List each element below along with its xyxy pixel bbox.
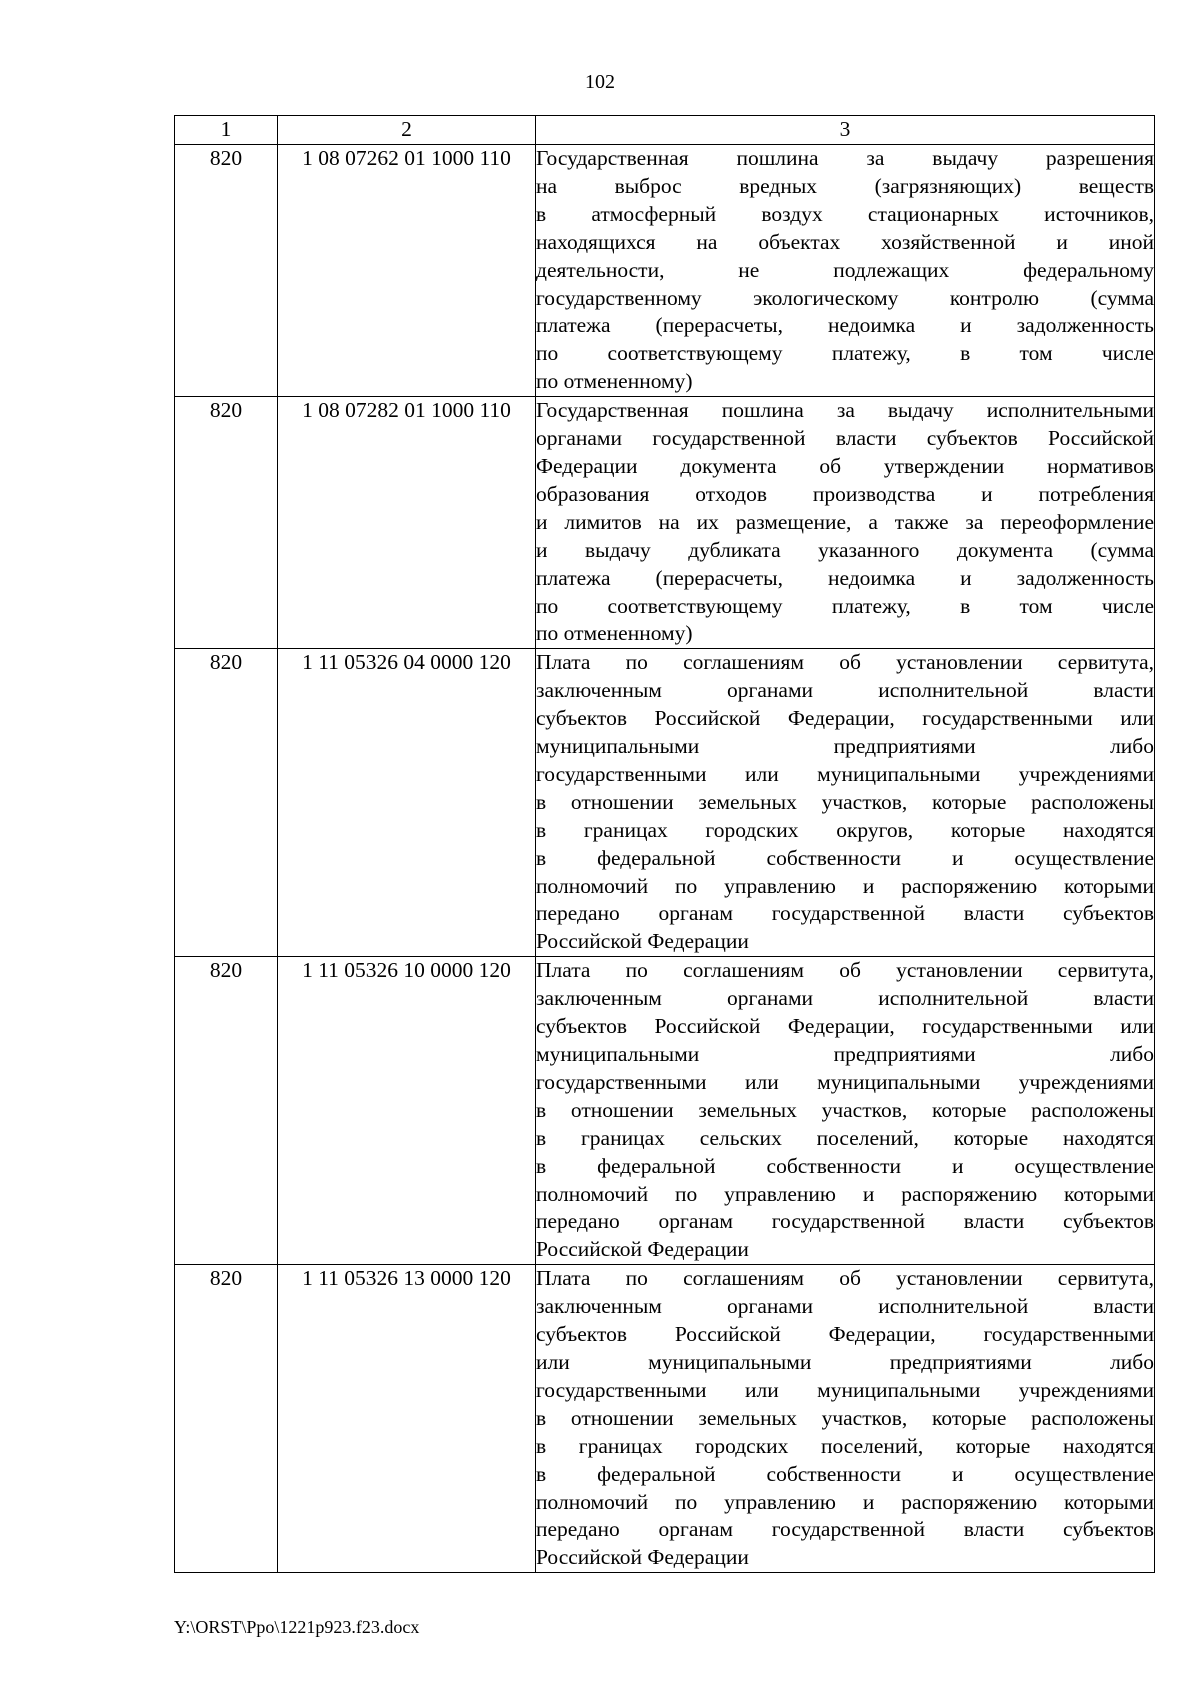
income-description-cell (536, 397, 1155, 649)
description-line: платежа (перерасчеты, недоимка и задолженность (536, 313, 1154, 338)
description-line: по соответствующему платежу, в том числе (536, 593, 1154, 618)
description-line: передано органам государственной власти субъектов (536, 1517, 1154, 1542)
table-body (175, 116, 1155, 1573)
budget-classification-code-cell: 1 11 05326 13 0000 120 (278, 1265, 536, 1573)
budget-classification-code-cell: 1 08 07282 01 1000 110 (278, 397, 536, 649)
description-line: полномочий по управлению и распоряжению которыми (536, 873, 1154, 898)
administrator-code-cell: 820 (175, 649, 278, 957)
description-line: в федеральной собственности и осуществление (536, 845, 1154, 870)
description-line: в границах городских поселений, которые находятся (536, 1433, 1154, 1458)
description-line: в границах сельских поселений, которые находятся (536, 1125, 1154, 1150)
description-line: и лимитов на их размещение, а также за переоформление (536, 509, 1154, 534)
description-line: в границах городских округов, которые находятся (536, 817, 1154, 842)
description-line: органами государственной власти субъектов Российской (536, 426, 1154, 451)
description-line: полномочий по управлению и распоряжению которыми (536, 1181, 1154, 1206)
table-row (175, 145, 1155, 397)
description-line: на выброс вредных (загрязняющих) веществ (536, 173, 1154, 198)
description-line: в федеральной собственности и осуществление (536, 1461, 1154, 1486)
description-line: по соответствующему платежу, в том числе (536, 341, 1154, 366)
income-description-cell (536, 145, 1155, 397)
description-line: передано органам государственной власти субъектов (536, 901, 1154, 926)
column-number-row (175, 116, 1155, 145)
description-line: в федеральной собственности и осуществление (536, 1153, 1154, 1178)
administrator-code-cell: 820 (175, 957, 278, 1265)
description-line: в отношении земельных участков, которые расположены (536, 789, 1154, 814)
income-description-cell (536, 1265, 1155, 1573)
description-line: Российской Федерации (536, 929, 749, 954)
description-line: Российской Федерации (536, 1237, 749, 1262)
description-line: Плата по соглашениям об установлении сервитута, (536, 650, 1154, 675)
description-line: субъектов Российской Федерации, государственными (536, 1322, 1154, 1347)
table-row (175, 397, 1155, 649)
description-line: по отмененному) (536, 369, 693, 394)
administrator-code-cell: 820 (175, 397, 278, 649)
description-line: государственному экологическому контролю (сумма (536, 285, 1154, 310)
column-number-3: 3 (536, 116, 1155, 145)
description-line: в отношении земельных участков, которые расположены (536, 1405, 1154, 1430)
income-description-cell (536, 957, 1155, 1265)
description-line: субъектов Российской Федерации, государственными или (536, 1014, 1154, 1039)
column-number-1: 1 (175, 116, 278, 145)
description-line: или муниципальными предприятиями либо (536, 1349, 1154, 1374)
table-row (175, 649, 1155, 957)
description-line: по отмененному) (536, 621, 693, 646)
budget-classification-code-cell: 1 11 05326 04 0000 120 (278, 649, 536, 957)
description-line: субъектов Российской Федерации, государственными или (536, 706, 1154, 731)
file-path-footer: Y:\ORST\Ppo\1221p923.f23.docx (174, 1617, 420, 1637)
page-number: 102 (585, 71, 615, 93)
description-line: деятельности, не подлежащих федеральному (536, 257, 1154, 282)
description-line: заключенным органами исполнительной власти (536, 1294, 1154, 1319)
description-line: муниципальными предприятиями либо (536, 1042, 1154, 1066)
description-line: образования отходов производства и потребления (536, 481, 1154, 506)
description-line: Государственная пошлина за выдачу разрешения (536, 146, 1154, 170)
income-description-cell (536, 649, 1155, 957)
description-line: полномочий по управлению и распоряжению которыми (536, 1489, 1154, 1514)
description-line: в атмосферный воздух стационарных источников, (536, 201, 1154, 226)
administrator-code-cell: 820 (175, 1265, 278, 1573)
column-number-2: 2 (278, 116, 536, 145)
table-row (175, 1265, 1155, 1573)
description-line: находящихся на объектах хозяйственной и иной (536, 229, 1154, 254)
description-line: и выдачу дубликата указанного документа (сумма (536, 537, 1154, 562)
description-line: в отношении земельных участков, которые расположены (536, 1097, 1154, 1122)
description-line: Федерации документа об утверждении нормативов (536, 453, 1154, 478)
description-line: Государственная пошлина за выдачу исполнительными (536, 398, 1154, 423)
description-line: платежа (перерасчеты, недоимка и задолженность (536, 565, 1154, 590)
administrator-code-cell: 820 (175, 145, 278, 397)
description-line: государственными или муниципальными учреждениями (536, 761, 1154, 786)
description-line: государственными или муниципальными учреждениями (536, 1069, 1154, 1094)
budget-codes-table (174, 115, 1155, 1573)
budget-classification-code-cell: 1 11 05326 10 0000 120 (278, 957, 536, 1265)
description-line: Плата по соглашениям об установлении сервитута, (536, 1266, 1154, 1291)
description-line: заключенным органами исполнительной власти (536, 678, 1154, 703)
description-line: Российской Федерации (536, 1545, 749, 1570)
description-line: Плата по соглашениям об установлении сервитута, (536, 958, 1154, 983)
description-line: передано органам государственной власти субъектов (536, 1209, 1154, 1234)
description-line: муниципальными предприятиями либо (536, 734, 1154, 759)
budget-classification-code-cell: 1 08 07262 01 1000 110 (278, 145, 536, 397)
description-line: заключенным органами исполнительной власти (536, 986, 1154, 1011)
table-row (175, 957, 1155, 1265)
description-line: государственными или муниципальными учреждениями (536, 1377, 1154, 1402)
